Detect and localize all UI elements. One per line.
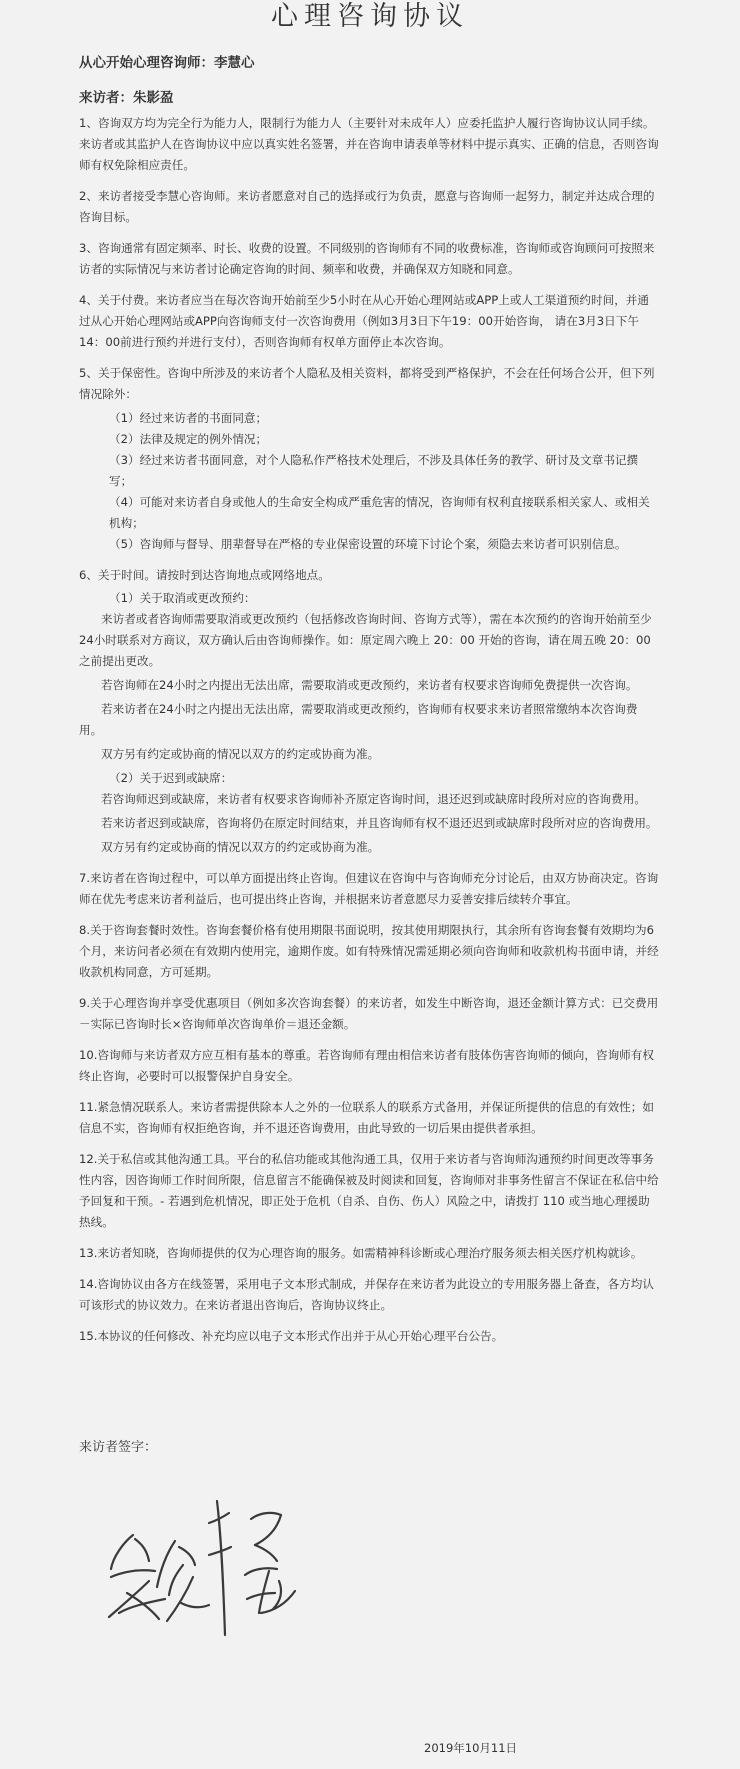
clause-10: 10.咨询师与来访者双方应互相有基本的尊重。若咨询师有理由相信来访者有肢体伤害咨询师的倾向，咨询师有权终止咨询，必要时可以报警保护自身安全。 — [79, 1048, 654, 1083]
clause-9: 9.关于心理咨询并享受优惠项目（例如多次咨询套餐）的来访者，如发生中断咨询，退还金额计算方式：已交费用－实际已咨询时长×咨询师单次咨询单价＝退还金额。 — [79, 996, 659, 1031]
clause-6: 6、关于时间。请按时到达咨询地点或网络地点。 — [79, 568, 330, 582]
clause-3: 3、咨询通常有固定频率、时长、收费的设置。不同级别的咨询师有不同的收费标准，咨询师或咨询顾问可按照来访者的实际情况与来访者讨论确定咨询的时间、频率和收费，并确保双方知晓和同意。 — [79, 241, 655, 276]
visitor-line: 来访者：朱影盈 — [79, 90, 174, 106]
clause-6-1-text-a: 来访者或者咨询师需要取消或更改预约（包括修改咨询时间、咨询方式等），需在本次预约的咨询开始前至少24小时联系对方商议，双方确认后由咨询师操作。如：原定周六晚上 20：00 开始的咨询，请在周五晚 20：00 之前提出更改。 — [79, 612, 652, 668]
clause-6-2-text-b: 若来访者迟到或缺席，咨询将仍在原定时间结束，并且咨询师有权不退还迟到或缺席时段所对应的咨询费用。 — [101, 816, 658, 830]
clause-13: 13.来访者知晓，咨询师提供的仅为心理咨询的服务。如需精神科诊断或心理治疗服务须去相关医疗机构就诊。 — [79, 1246, 643, 1260]
clause-6-1-text-d: 双方另有约定或协商的情况以双方的约定或协商为准。 — [101, 747, 380, 761]
clause-6-sub-2: （2）关于迟到或缺席： — [109, 771, 233, 785]
clause-5-item-3: （3）经过来访者书面同意，对个人隐私作严格技术处理后，不涉及具体任务的教学、研讨及文章书记撰写； — [109, 453, 639, 488]
clause-6-sub-1: （1）关于取消或更改预约： — [109, 591, 256, 605]
clause-5-item-5: （5）咨询师与督导、朋辈督导在严格的专业保密设置的环境下讨论个案，须隐去来访者可识别信息。 — [109, 537, 627, 551]
clause-2: 2、来访者接受李慧心咨询师。来访者愿意对自己的选择或行为负责，愿意与咨询师一起努力，制定并达成合理的咨询目标。 — [79, 189, 655, 224]
clause-1: 1、咨询双方均为完全行为能力人，限制行为能力人（主要针对未成年人）应委托监护人履行咨询协议认同手续。来访者或其监护人在咨询协议中应以真实姓名签署，并在咨询申请表单等材料中提示真实、正确的信息，否则咨询师有权免除相应责任。 — [79, 116, 659, 172]
clause-11: 11.紧急情况联系人。来访者需提供除本人之外的一位联系人的联系方式备用，并保证所提供的信息的有效性；如信息不实，咨询师有权拒绝咨询，并不退还咨询费用，由此导致的一切后果由提供者承担。 — [79, 1100, 654, 1135]
signature-date: 2019年10月11日 — [424, 1741, 518, 1755]
clause-5-item-2: （2）法律及规定的例外情况； — [109, 432, 268, 446]
clause-5: 5、关于保密性。咨询中所涉及的来访者个人隐私及相关资料，都将受到严格保护，不会在任何场合公开，但下列情况除外： — [79, 366, 655, 401]
clause-4: 4、关于付费。来访者应当在每次咨询开始前至少5小时在从心开始心理网站或APP上或人工渠道预约时间，并通过从心开始心理网站或APP向咨询师支付一次咨询费用（例如3月3日下午19：00开始咨询， 请在3月3日下午14：00前进行预约并进行支付），否则咨询师有权单方面停止本次咨询。 — [79, 293, 649, 349]
clause-14: 14.咨询协议由各方在线签署，采用电子文本形式制成，并保存在来访者为此设立的专用服务器上备查，各方均认可该形式的协议效力。在来访者退出咨询后，咨询协议终止。 — [79, 1277, 654, 1312]
counselor-line: 从心开始心理咨询师：李慧心 — [79, 55, 255, 71]
page-title: 心理咨询协议 — [271, 1, 469, 32]
clause-6-2-text-a: 若咨询师迟到或缺席，来访者有权要求咨询师补齐原定咨询时间，退还迟到或缺席时段所对应的咨询费用。 — [101, 792, 646, 806]
clause-5-item-4: （4）可能对来访者自身或他人的生命安全构成严重危害的情况，咨询师有权利直接联系相关家人、或相关机构； — [109, 495, 650, 530]
clause-6-2-text-c: 双方另有约定或协商的情况以双方的约定或协商为准。 — [101, 840, 380, 854]
clause-8: 8.关于咨询套餐时效性。咨询套餐价格有使用期限书面说明，按其使用期限执行，其余所有咨询套餐有效期均为6个月，来访问者必须在有效期内使用完，逾期作废。如有特殊情况需延期必须向咨询师和收款机构书面申请，并经收款机构同意，方可延期。 — [79, 923, 659, 979]
clause-12: 12.关于私信或其他沟通工具。平台的私信功能或其他沟通工具，仅用于来访者与咨询师沟通预约时间更改等事务性内容，因咨询师工作时间所限，信息留言不能确保被及时阅读和回复，咨询师对非事务性留言不保证在私信中给予回复和干预。- 若遇到危机情况，即正处于危机（自杀、自伤、伤人）风险之中，请拨打 110 或当地心理援助热线。 — [79, 1152, 659, 1229]
clause-5-item-1: （1）经过来访者的书面同意； — [109, 411, 268, 425]
clause-15: 15.本协议的任何修改、补充均应以电子文本形式作出并于从心开始心理平台公告。 — [79, 1329, 504, 1343]
clause-6-1-text-c: 若来访者在24小时之内提出无法出席，需要取消或更改预约，咨询师有权要求来访者照常缴纳本次咨询费用。 — [79, 702, 638, 737]
signature-label: 来访者签字： — [79, 1440, 158, 1455]
clause-6-1-text-b: 若咨询师在24小时之内提出无法出席，需要取消或更改预约，来访者有权要求咨询师免费提供一次咨询。 — [101, 678, 638, 692]
clause-7: 7.来访者在咨询过程中，可以单方面提出终止咨询。但建议在咨询中与咨询师充分讨论后，由双方协商决定。咨询师在优先考虑来访者利益后，也可提出终止咨询，并根据来访者意愿尽力妥善安排后续转介事宜。 — [79, 871, 659, 906]
agreement-body — [79, 113, 659, 1357]
handwritten-signature — [105, 1495, 335, 1645]
